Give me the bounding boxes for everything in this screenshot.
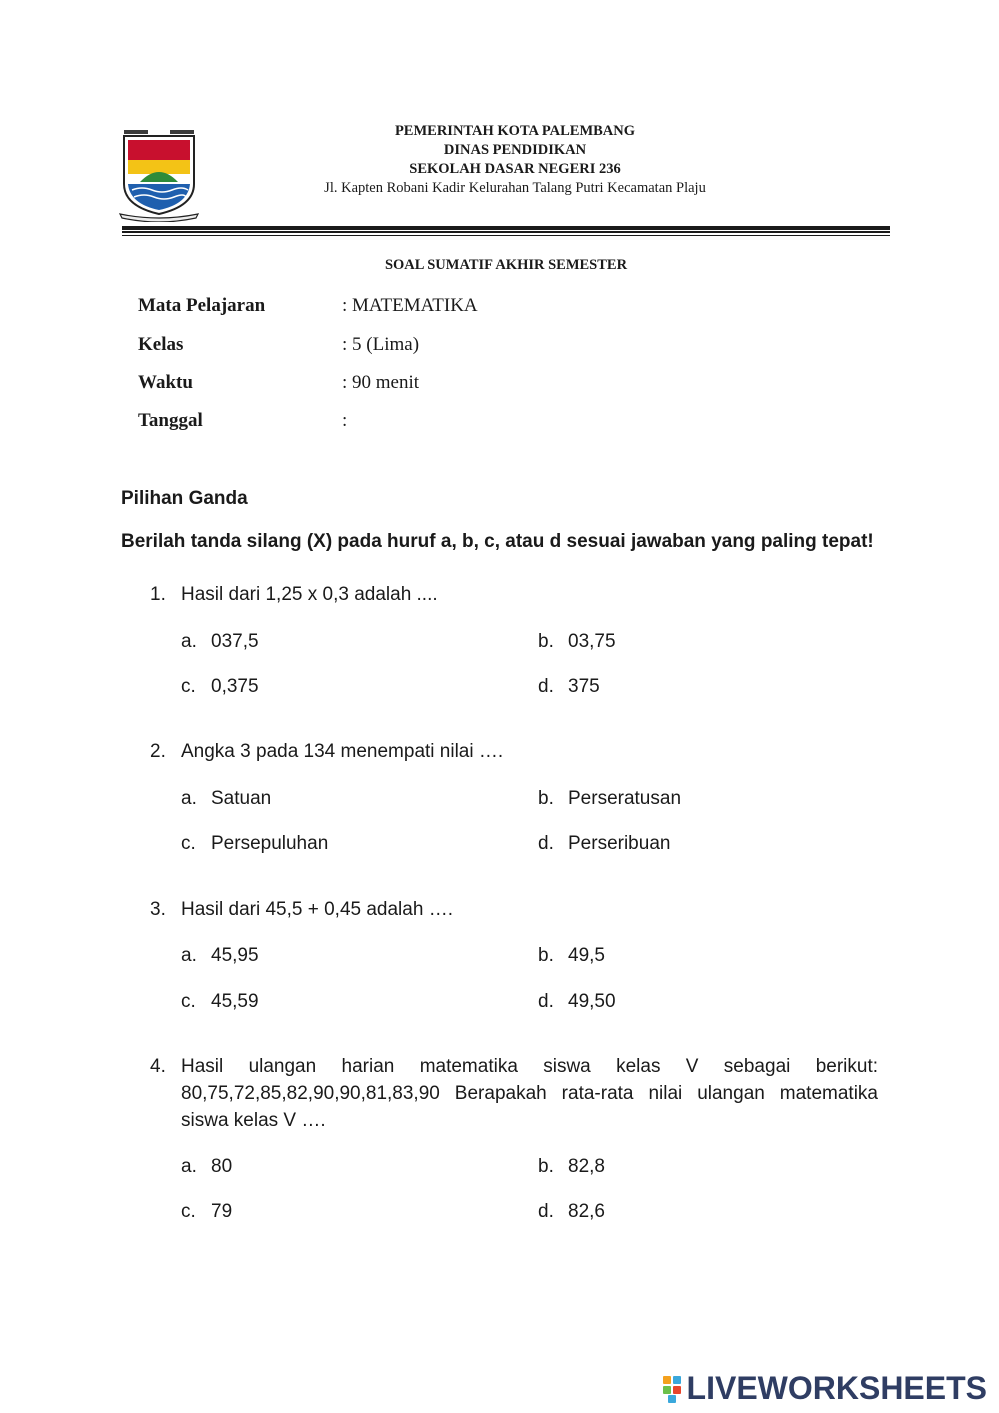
question-number: 3. [150, 899, 166, 920]
info-value: : MATEMATIKA [342, 295, 478, 316]
question-number: 1. [150, 584, 166, 605]
option-text: 03,75 [568, 631, 616, 652]
option-letter: c. [181, 1201, 196, 1222]
question-number: 2. [150, 741, 166, 762]
info-label: Kelas [138, 334, 184, 355]
option-2a[interactable] [181, 788, 271, 810]
option-letter: c. [181, 833, 196, 854]
option-2c[interactable] [181, 833, 328, 855]
option-4a[interactable] [181, 1156, 232, 1178]
option-text: 80 [211, 1156, 233, 1177]
option-text: Perseratusan [568, 788, 682, 809]
option-3c[interactable] [181, 991, 259, 1013]
option-text: 375 [568, 676, 600, 697]
option-text: 037,5 [211, 631, 259, 652]
option-letter: d. [538, 833, 554, 854]
option-text: 45,95 [211, 945, 259, 966]
option-letter: b. [538, 788, 554, 809]
option-text: Persepuluhan [211, 833, 329, 854]
option-letter: a. [181, 1156, 197, 1177]
question-2 [150, 738, 878, 765]
gov-name: PEMERINTAH KOTA PALEMBANG [394, 123, 636, 139]
letterhead-divider-thick [122, 226, 890, 230]
question-text: Hasil dari 45,5 + 0,45 adalah …. [181, 899, 453, 920]
liveworksheets-tiles-icon [663, 1373, 685, 1403]
question-text: Hasil ulangan harian matematika siswa kelas V sebagai berikut: 80,75,72,85,82,90,90,81,83,90 Berapakah rata-rata nilai ulangan matematika siswa kelas V …. [181, 1056, 878, 1131]
option-text: 82,8 [568, 1156, 605, 1177]
letterhead-divider-thin [122, 235, 890, 236]
question-4 [150, 1053, 878, 1134]
letterhead-divider-mid [122, 231, 890, 233]
option-letter: b. [538, 631, 554, 652]
question-1 [150, 581, 878, 608]
option-3d[interactable] [538, 991, 616, 1013]
option-letter: d. [538, 676, 554, 697]
option-4c[interactable] [181, 1201, 232, 1223]
info-label: Mata Pelajaran [138, 295, 266, 316]
option-letter: c. [181, 991, 196, 1012]
option-1d[interactable] [538, 676, 600, 698]
school-name: SEKOLAH DASAR NEGERI 236 [409, 161, 621, 177]
option-4d[interactable] [538, 1201, 605, 1223]
option-text: 49,5 [568, 945, 605, 966]
option-text: 0,375 [211, 676, 259, 697]
exam-title: SOAL SUMATIF AKHIR SEMESTER [384, 257, 628, 273]
option-text: 82,6 [568, 1201, 605, 1222]
school-address: Jl. Kapten Robani Kadir Kelurahan Talang Putri Kecamatan Plaju [324, 180, 706, 196]
option-letter: d. [538, 1201, 554, 1222]
option-letter: a. [181, 945, 197, 966]
letterhead [270, 122, 760, 198]
option-letter: a. [181, 631, 197, 652]
option-1a[interactable] [181, 631, 259, 653]
option-2b[interactable] [538, 788, 681, 810]
info-value: : 5 (Lima) [342, 334, 420, 355]
city-emblem-logo [118, 126, 200, 222]
option-4b[interactable] [538, 1156, 605, 1178]
option-1c[interactable] [181, 676, 259, 698]
option-text: Perseribuan [568, 833, 671, 854]
option-3a[interactable] [181, 945, 259, 967]
option-letter: b. [538, 1156, 554, 1177]
info-value: : 90 menit [342, 372, 420, 393]
department-name: DINAS PENDIDIKAN [443, 142, 587, 158]
option-letter: d. [538, 991, 554, 1012]
option-text: 45,59 [211, 991, 259, 1012]
question-number: 4. [150, 1056, 166, 1077]
option-3b[interactable] [538, 945, 605, 967]
option-letter: b. [538, 945, 554, 966]
brand-name: LIVEWORKSHEETS [686, 1369, 987, 1406]
instruction: Berilah tanda silang (X) pada huruf a, b, c, atau d sesuai jawaban yang paling tepat! [121, 531, 874, 552]
question-text: Hasil dari 1,25 x 0,3 adalah .... [181, 584, 438, 605]
option-text: 49,50 [568, 991, 616, 1012]
info-value: : [342, 410, 348, 431]
info-label: Tanggal [138, 410, 203, 431]
question-text: Angka 3 pada 134 menempati nilai …. [181, 741, 504, 762]
option-letter: c. [181, 676, 196, 697]
option-2d[interactable] [538, 833, 670, 855]
info-label: Waktu [138, 372, 193, 393]
option-1b[interactable] [538, 631, 616, 653]
section-title: Pilihan Ganda [121, 488, 248, 509]
liveworksheets-logo[interactable] [663, 1371, 987, 1405]
option-text: 79 [211, 1201, 233, 1222]
option-text: Satuan [211, 788, 272, 809]
option-letter: a. [181, 788, 197, 809]
question-3 [150, 896, 878, 923]
